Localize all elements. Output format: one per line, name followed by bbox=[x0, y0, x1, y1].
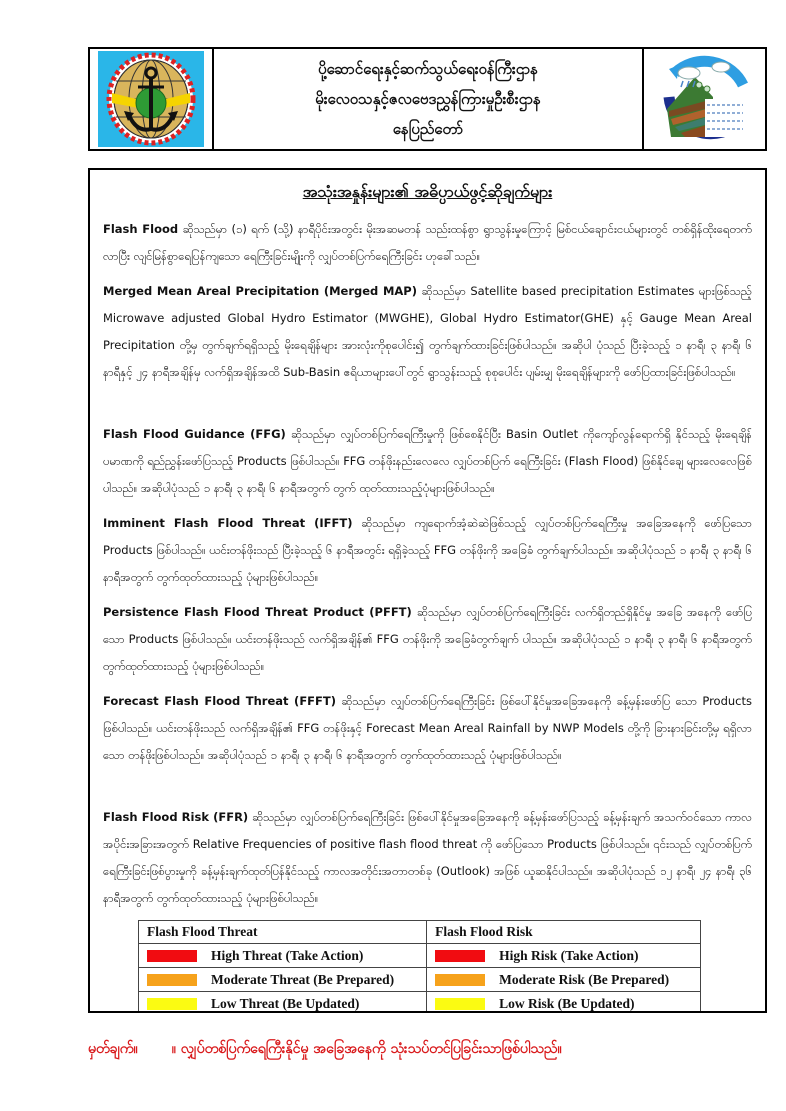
high-threat-color-swatch bbox=[147, 950, 197, 962]
ministry-of-transport-seal-icon bbox=[98, 51, 204, 147]
low-risk-color-swatch bbox=[435, 998, 485, 1010]
remark-footnote bbox=[88, 1036, 748, 1062]
definition-text: ဆိုသည်မှာ (၁) ရက် (သို့) နာရီပိုင်းအတွင်း မိုးအဆမတန် သည်းထန်စွာ ရွာသွန်းမှုကြောင့် မြစ်ငယ်ချောင်းငယ်များတွင် တစ်ရှိန်ထိုးရေတက်လာပြီး လျင်မြန်စွာရေပြန်ကျသော ရေကြီးခြင်းမျိုးကို လျှပ်တစ်ပြက်ရေကြီးခြင်း ဟုခေါ်သည်။ bbox=[103, 222, 752, 263]
moderate-threat-label: Moderate Threat (Be Prepared) bbox=[211, 971, 395, 987]
column-header-threat: Flash Flood Threat bbox=[139, 921, 427, 944]
letterhead bbox=[88, 47, 767, 151]
page-title: အသုံးအနှုန်းများ၏ အဓိပ္ပာယ်ဖွင့်ဆိုချက်များ bbox=[302, 182, 553, 201]
table-row bbox=[139, 992, 701, 1014]
definition-paragraph-pfft bbox=[103, 599, 752, 680]
column-header-risk: Flash Flood Risk bbox=[427, 921, 701, 944]
term-flash-flood: Flash Flood bbox=[103, 222, 179, 236]
definition-paragraph-ifft bbox=[103, 510, 752, 591]
dmh-logo-cell bbox=[644, 49, 765, 149]
term-ffg: Flash Flood Guidance (FFG) bbox=[103, 427, 286, 441]
definition-text: ဆိုသည်မှာ လျှပ်တစ်ပြက်ရေကြီးခြင်း ဖြစ်ပေါ်နိုင်မှုအခြေအနေကို ခန့်မှန်းဖော်ပြသည့် ခန့်မှန်းချက် အသက်ဝင်သော ကာလအပိုင်းအခြားအတွက် Relative Frequencies of positive flash flood threat ကို ဖော်ပြသော Products ဖြစ်ပါသည်။ ၎င်းသည် လျှပ်တစ်ပြက်ရေကြီးခြင်းဖြစ်ပွားမှုကို ခန့်မှန်းချက်ထုတ်ပြန်နိုင်သည့် ကာလအတိုင်းအတာတစ်ခု (Outlook) အဖြစ် ယူဆနိုင်ပါသည်။ အဆိုပါပုံသည် ၁၂ နာရီ၊ ၂၄ နာရီ၊ ၃၆ နာရီအတွက် တွက်ထုတ်ထားသည့် ပုံများဖြစ်ပါသည်။ bbox=[103, 810, 752, 905]
term-ifft: Imminent Flash Flood Threat (IFFT) bbox=[103, 516, 353, 530]
moderate-risk-color-swatch bbox=[435, 974, 485, 986]
definition-paragraph-ffr bbox=[103, 804, 752, 912]
ministry-name: ပို့ဆောင်ရေးနှင့်ဆက်သွယ်ရေးဝန်ကြီးဌာန bbox=[318, 60, 538, 78]
definition-text: ဆိုသည်မှာ လျှပ်တစ်ပြက်ရေကြီးခြင်း ဖြစ်ပေါ်နိုင်မှုအခြေအနေကို ခန့်မှန်းဖော်ပြ သော Products ဖြစ်ပါသည်။ ယင်းတန်ဖိုးသည် လက်ရှိအချိန်၏ FFG တန်ဖိုးနှင့် Forecast Mean Areal Rainfall by NWP Models တို့ကို ခြားနားခြင်းတို့မှ ရရှိလာသော တန်ဖိုးဖြစ်ပါသည်။ အဆိုပါပုံသည် ၁ နာရီ၊ ၃ နာရီ၊ ၆ နာရီအတွက် တွက်ထုတ်ထားသည့် ပုံများဖြစ်ပါသည်။ bbox=[103, 694, 752, 762]
definitions-section bbox=[88, 168, 767, 1013]
definition-paragraph-flash-flood bbox=[103, 216, 752, 270]
low-risk-label: Low Risk (Be Updated) bbox=[499, 995, 635, 1011]
definition-paragraph-ffg bbox=[103, 421, 752, 502]
moderate-threat-color-swatch bbox=[147, 974, 197, 986]
definition-paragraph-ffft bbox=[103, 688, 752, 796]
high-risk-label: High Risk (Take Action) bbox=[499, 947, 639, 963]
term-merged-map: Merged Mean Areal Precipitation (Merged MAP) bbox=[103, 284, 417, 298]
moderate-risk-label: Moderate Risk (Be Prepared) bbox=[499, 971, 670, 987]
definition-text: ဆိုသည်မှာ လျှပ်တစ်ပြက်ရေကြီးခြင်း လက်ရှိတည်ရှိနိုင်မှု အခြေ အနေကို ဖော်ပြသော Products ဖြစ်ပါသည်။ ယင်းတန်ဖိုးသည် လက်ရှိအချိန်၏ FFG တန်ဖိုးကို အခြေခံတွက်ချက် ပါသည်။ အဆိုပါပုံသည် ၁ နာရီ၊ ၃ နာရီ၊ ၆ နာရီအတွက် တွက်ထုတ်ထားသည့် ပုံများဖြစ်ပါသည်။ bbox=[103, 605, 752, 673]
hydrologic-cycle-emblem-icon bbox=[655, 51, 755, 147]
threat-risk-legend-table bbox=[138, 920, 701, 1013]
table-row bbox=[139, 944, 701, 968]
definition-text: ဆိုသည်မှာ Satellite based precipitation Estimates များဖြစ်သည့် Microwave adjusted Global Hydro Estimator (MWGHE), Global Hydro Estimator(GHE) နှင့် Gauge Mean Areal Precipitation တို့မှ တွက်ချက်ရရှိသည့် မိုးရေချိန်များ အားလုံးကိုစုပေါင်း၍ တွက်ချက်ထားခြင်းဖြစ်ပါသည်။ အဆိုပါ ပုံသည် ပြီးခဲ့သည့် ၁ နာရီ၊ ၃ နာရီ၊ ၆ နာရီနှင့် ၂၄ နာရီအချိန်မှ လက်ရှိအချိန်အထိ Sub-Basin ဧရိယာများပေါ်တွင် ရွာသွန်းသည့် စုစုပေါင်း ပျမ်းမျှ မိုးရေချိန်များကို ဖော်ပြထားခြင်းဖြစ်ပါသည်။ bbox=[103, 284, 752, 379]
definition-text: ဆိုသည်မှာ ကျရောက်အံ့ဆဲဆဲဖြစ်သည့် လျှပ်တစ်ပြက်ရေကြီးမှု အခြေအနေကို ဖော်ပြသော Products ဖြစ်ပါသည်။ ယင်းတန်ဖိုးသည် ပြီးခဲ့သည့် ၆ နာရီအတွင်း ရရှိခဲ့သည့် FFG တန်ဖိုးကို အခြေခံ တွက်ချက်ပါသည်။ အဆိုပါပုံသည် ၁ နာရီ၊ ၃ နာရီ၊ ၆ နာရီအတွက် တွက်ထုတ်ထားသည့် ပုံများဖြစ်ပါသည်။ bbox=[103, 516, 752, 584]
table-header-row bbox=[139, 921, 701, 944]
remark-text: ။ လျှပ်တစ်ပြက်ရေကြီးနိုင်မှု အခြေအနေကို သုံးသပ်တင်ပြခြင်းသာဖြစ်ပါသည်။ bbox=[171, 1041, 562, 1057]
ministry-logo-cell bbox=[90, 49, 214, 149]
term-pfft: Persistence Flash Flood Threat Product (PFFT) bbox=[103, 605, 412, 619]
term-ffft: Forecast Flash Flood Threat (FFFT) bbox=[103, 694, 336, 708]
remark-label: မှတ်ချက်။ bbox=[88, 1041, 138, 1057]
high-threat-label: High Threat (Take Action) bbox=[211, 947, 364, 963]
city-name: နေပြည်တော် bbox=[392, 120, 464, 138]
letterhead-text bbox=[214, 49, 644, 149]
definition-text: ဆိုသည်မှာ လျှပ်တစ်ပြက်ရေကြီးမှုကို ဖြစ်စေနိုင်ပြီး Basin Outlet ကိုကျော်လွန်ရောက်ရှိ နိုင်သည့် မိုးရေချိန်ပမာဏကို ရည်ညွှန်းဖော်ပြသည့် Products ဖြစ်ပါသည်။ FFG တန်ဖိုးနည်းလေလေ လျှပ်တစ်ပြက် ရေကြီးခြင်း (Flash Flood) ဖြစ်နိုင်ချေ များလေလေဖြစ်ပါသည်။ အဆိုပါပုံသည် ၁ နာရီ၊ ၃ နာရီ၊ ၆ နာရီအတွက် တွက် ထုတ်ထားသည့်ပုံများဖြစ်ပါသည်။ bbox=[103, 427, 752, 495]
low-threat-label: Low Threat (Be Updated) bbox=[211, 995, 360, 1011]
definition-paragraph-merged-map bbox=[103, 278, 752, 413]
term-ffr: Flash Flood Risk (FFR) bbox=[103, 810, 249, 824]
department-name: မိုးလေဝသနှင့်ဇလဗေဒညွှန်ကြားမှုဦးစီးဌာန bbox=[315, 90, 541, 108]
table-row bbox=[139, 968, 701, 992]
high-risk-color-swatch bbox=[435, 950, 485, 962]
low-threat-color-swatch bbox=[147, 998, 197, 1010]
